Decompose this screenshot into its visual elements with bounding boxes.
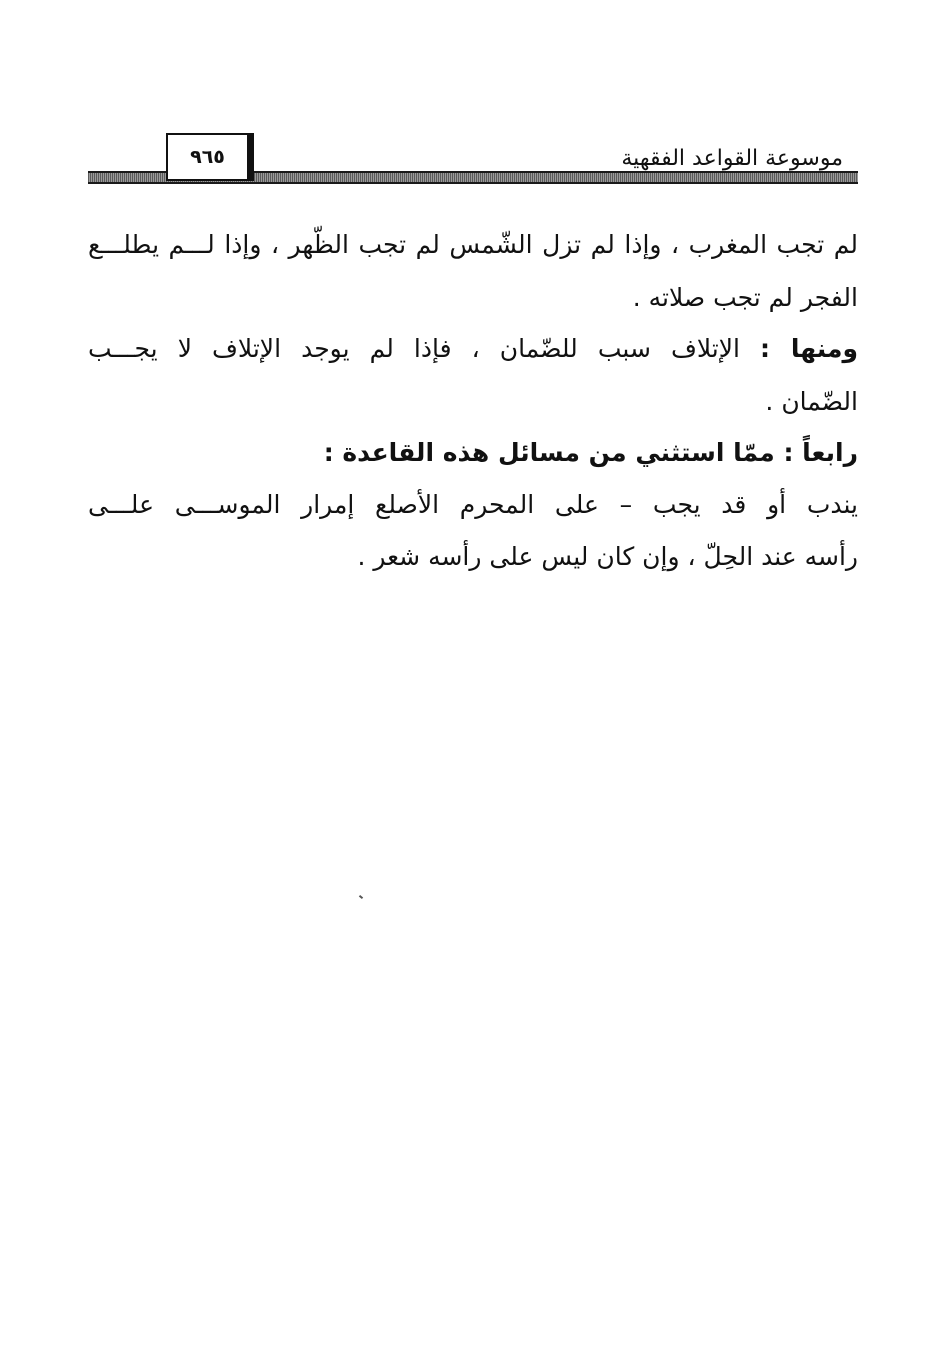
page-number: ٩٦٥ xyxy=(190,146,225,168)
text-line-4: الضّمان . xyxy=(765,387,858,416)
text-line-3 xyxy=(88,334,858,363)
paragraph-lead: ومنها : xyxy=(760,334,858,363)
text-line-1: لم تجب المغرب ، وإذا لم تزل الشّمس لم تجب الظّهر ، وإذا لـــم يطلـــع xyxy=(88,230,858,259)
scan-speck xyxy=(359,895,363,899)
text-line-6: يندب أو قد يجب – على المحرم الأصلع إمرار الموســـى علـــى xyxy=(88,490,858,519)
text-line-7: رأسه عند الحِلّ ، وإن كان ليس على رأسه شعر . xyxy=(357,542,858,571)
running-header-title: موسوعة القواعد الفقهية xyxy=(621,146,843,171)
text-line-2: الفجر لم تجب صلاته . xyxy=(632,283,858,312)
page-number-box xyxy=(166,133,254,181)
section-heading: رابعاً : ممّا استثني من مسائل هذه القاعدة : xyxy=(323,438,858,467)
text-line-3-rest: الإتلاف سبب للضّمان ، فإذا لم يوجد الإتلاف لا يجـــب xyxy=(88,334,761,363)
